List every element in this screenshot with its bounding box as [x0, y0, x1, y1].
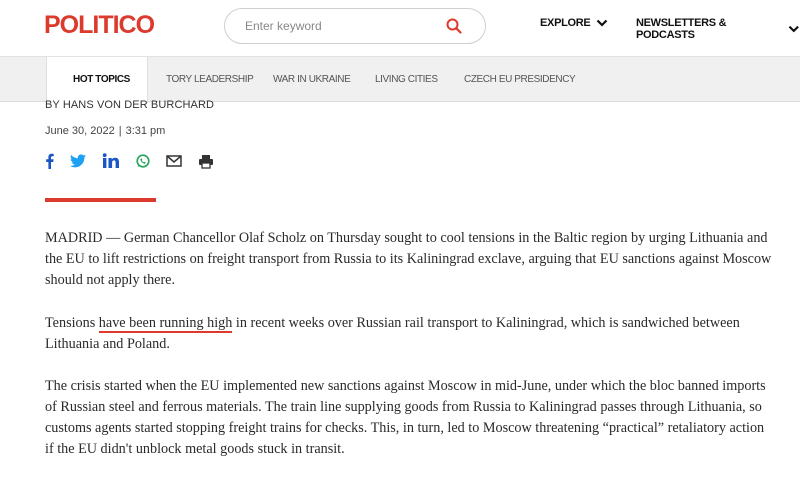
search-input[interactable]: [245, 17, 445, 35]
chevron-down-icon: [788, 24, 800, 34]
paragraph-2-start: Tensions: [45, 315, 99, 331]
article-paragraph-1: MADRID — German Chancellor Olaf Scholz on Thursday sought to cool tensions in the Baltic region by urging Lithuania and the EU to lift restrictions on freight transport from Russia to its Kaliningrad exclave, arguing that EU sanctions against Moscow should not apply there.: [45, 230, 772, 288]
whatsapp-icon[interactable]: [136, 151, 150, 171]
print-icon[interactable]: [198, 151, 214, 171]
article-paragraph-2: [45, 313, 775, 355]
article-time: 3:31 pm: [125, 125, 166, 137]
chevron-down-icon: [596, 18, 608, 28]
newsletters-menu[interactable]: [636, 17, 800, 41]
share-bar: [45, 151, 230, 171]
topic-czech-eu-presidency[interactable]: CZECH EU PRESIDENCY: [464, 74, 576, 85]
article-accent-rule: [45, 198, 156, 202]
explore-label: EXPLORE: [540, 17, 591, 29]
inline-link-running-high[interactable]: have been running high: [98, 315, 233, 331]
paragraph-2-end: in recent weeks over Russian rail transport to Kaliningrad, which is sandwiched between Lithuania and Poland.: [45, 315, 740, 352]
twitter-icon[interactable]: [70, 151, 86, 171]
hot-topics-bar: [0, 56, 800, 102]
date-separator: |: [118, 125, 122, 137]
topic-hot-topics[interactable]: HOT TOPICS: [73, 74, 130, 85]
article-dateline: [45, 125, 165, 137]
search-icon[interactable]: [445, 17, 463, 35]
search-box[interactable]: [224, 8, 486, 44]
facebook-icon[interactable]: [45, 151, 54, 171]
article-byline: BY HANS VON DER BURCHARD: [45, 99, 215, 111]
explore-menu[interactable]: [540, 17, 608, 29]
politico-logo[interactable]: POLITICO: [44, 11, 155, 39]
topic-tory-leadership[interactable]: TORY LEADERSHIP: [166, 74, 254, 85]
linkedin-icon[interactable]: [102, 151, 120, 171]
topic-war-in-ukraine[interactable]: WAR IN UKRAINE: [273, 74, 351, 85]
article-paragraph-3: The crisis started when the EU implemented new sanctions against Moscow in mid-June, under which the bloc banned imports of Russian steel and ferrous materials. The train line supplying goods from Russia to Kaliningrad passes through Lithuania, so customs agents started stopping freight trains for checks. This, in turn, led to Moscow threatening “practical” retaliatory action if the EU didn't unblock metal goods stuck in transit.: [45, 378, 766, 457]
email-icon[interactable]: [166, 151, 182, 171]
topic-living-cities[interactable]: LIVING CITIES: [375, 74, 438, 85]
site-header: [0, 0, 800, 56]
article-date: June 30, 2022: [45, 125, 115, 137]
newsletters-label: NEWSLETTERS & PODCASTS: [636, 17, 727, 41]
